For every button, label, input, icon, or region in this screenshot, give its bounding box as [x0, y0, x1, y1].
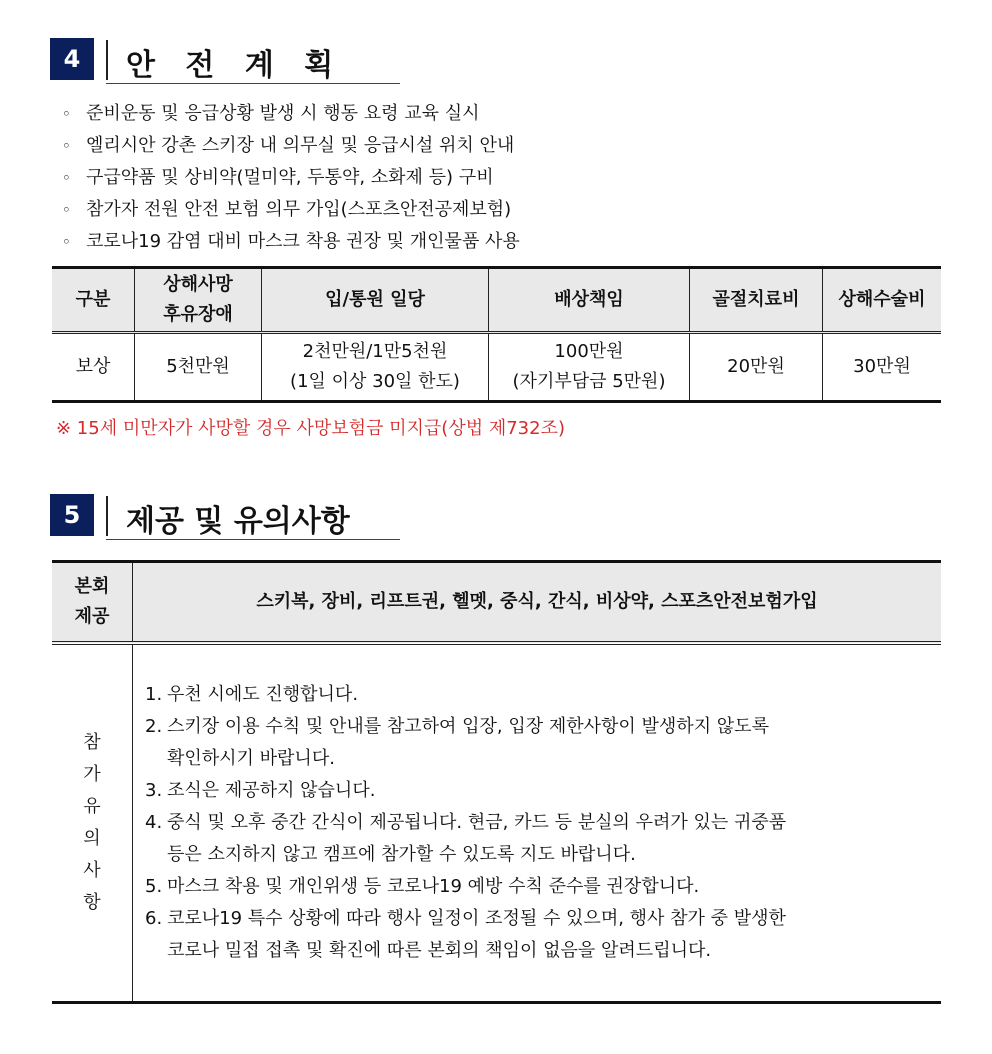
bullet-icon: ◦: [62, 233, 71, 251]
list-item: ◦ 코로나19 감염 대비 마스크 착용 권장 및 개인물품 사용: [62, 226, 520, 258]
provision-table: [52, 560, 941, 1004]
table-cell: 5천만원: [135, 333, 262, 402]
section-number-badge: 4: [50, 38, 94, 80]
list-item: ◦ 구급약품 및 상비약(멀미약, 두통약, 소화제 등) 구비: [62, 162, 520, 194]
notice-list: [133, 679, 941, 967]
header-cell: 상해사망 후유장애: [135, 268, 262, 333]
section-title: 안 전 계 획: [126, 48, 344, 83]
bullet-icon: ◦: [62, 201, 71, 219]
table-cell: 20만원: [690, 333, 823, 402]
section-title: 제공 및 유의사항: [126, 504, 350, 539]
header-cell: 입/통원 일당: [262, 268, 489, 333]
list-item: 6. 코로나19 특수 상황에 따라 행사 일정이 조정될 수 있으며, 행사 참가 중 발생한 코로나 밀접 접촉 및 확진에 따른 본회의 책임이 없음을 알려드립니다.: [145, 908, 786, 961]
header-cell: 구분: [52, 268, 135, 333]
table-cell: 2천만원/1만5천원 (1일 이상 30일 한도): [262, 333, 489, 402]
list-item: ◦ 엘리시안 강촌 스키장 내 의무실 및 응급시설 위치 안내: [62, 130, 520, 162]
heading-divider: [106, 496, 108, 536]
list-item: 1. 우천 시에도 진행합니다.: [145, 684, 359, 705]
heading-underline: [106, 83, 400, 84]
provide-content: 스키복, 장비, 리프트권, 헬멧, 중식, 간식, 비상약, 스포츠안전보험가입: [133, 562, 942, 644]
bullet-icon: ◦: [62, 137, 71, 155]
notice-label: 참 가 유 의 사 항: [52, 643, 133, 1003]
notice-row: [52, 643, 941, 1003]
header-cell: 골절치료비: [690, 268, 823, 333]
heading-divider: [106, 40, 108, 80]
heading-underline: [106, 539, 400, 540]
notice-content: [133, 643, 942, 1003]
list-item: 4. 중식 및 오후 중간 간식이 제공됩니다. 현금, 카드 등 분실의 우려가 있는 귀중품 등은 소지하지 않고 캠프에 참가할 수 있도록 지도 바랍니다.: [145, 812, 787, 865]
age-notice: ※ 15세 미만자가 사망할 경우 사망보험금 미지급(상법 제732조): [56, 418, 565, 439]
list-item: 3. 조식은 제공하지 않습니다.: [145, 780, 376, 801]
table-row: [52, 333, 941, 402]
table-cell: 30만원: [823, 333, 942, 402]
provide-label: 본회 제공: [52, 562, 133, 644]
header-cell: 상해수술비: [823, 268, 942, 333]
table-cell: 보상: [52, 333, 135, 402]
bullet-icon: ◦: [62, 169, 71, 187]
insurance-table: [52, 266, 941, 403]
table-header-row: [52, 268, 941, 333]
table-cell: 100만원 (자기부담금 5만원): [489, 333, 690, 402]
bullet-icon: ◦: [62, 105, 71, 123]
list-item: 5. 마스크 착용 및 개인위생 등 코로나19 예방 수칙 준수를 권장합니다.: [145, 876, 700, 897]
list-item: 2. 스키장 이용 수칙 및 안내를 참고하여 입장, 입장 제한사항이 발생하지 않도록 확인하시기 바랍니다.: [145, 716, 769, 769]
provision-row: [52, 562, 941, 644]
section-number-badge: 5: [50, 494, 94, 536]
list-item: ◦ 참가자 전원 안전 보험 의무 가입(스포츠안전공제보험): [62, 194, 520, 226]
safety-plan-list: [62, 98, 520, 258]
list-item: ◦ 준비운동 및 응급상황 발생 시 행동 요령 교육 실시: [62, 98, 520, 130]
header-cell: 배상책임: [489, 268, 690, 333]
